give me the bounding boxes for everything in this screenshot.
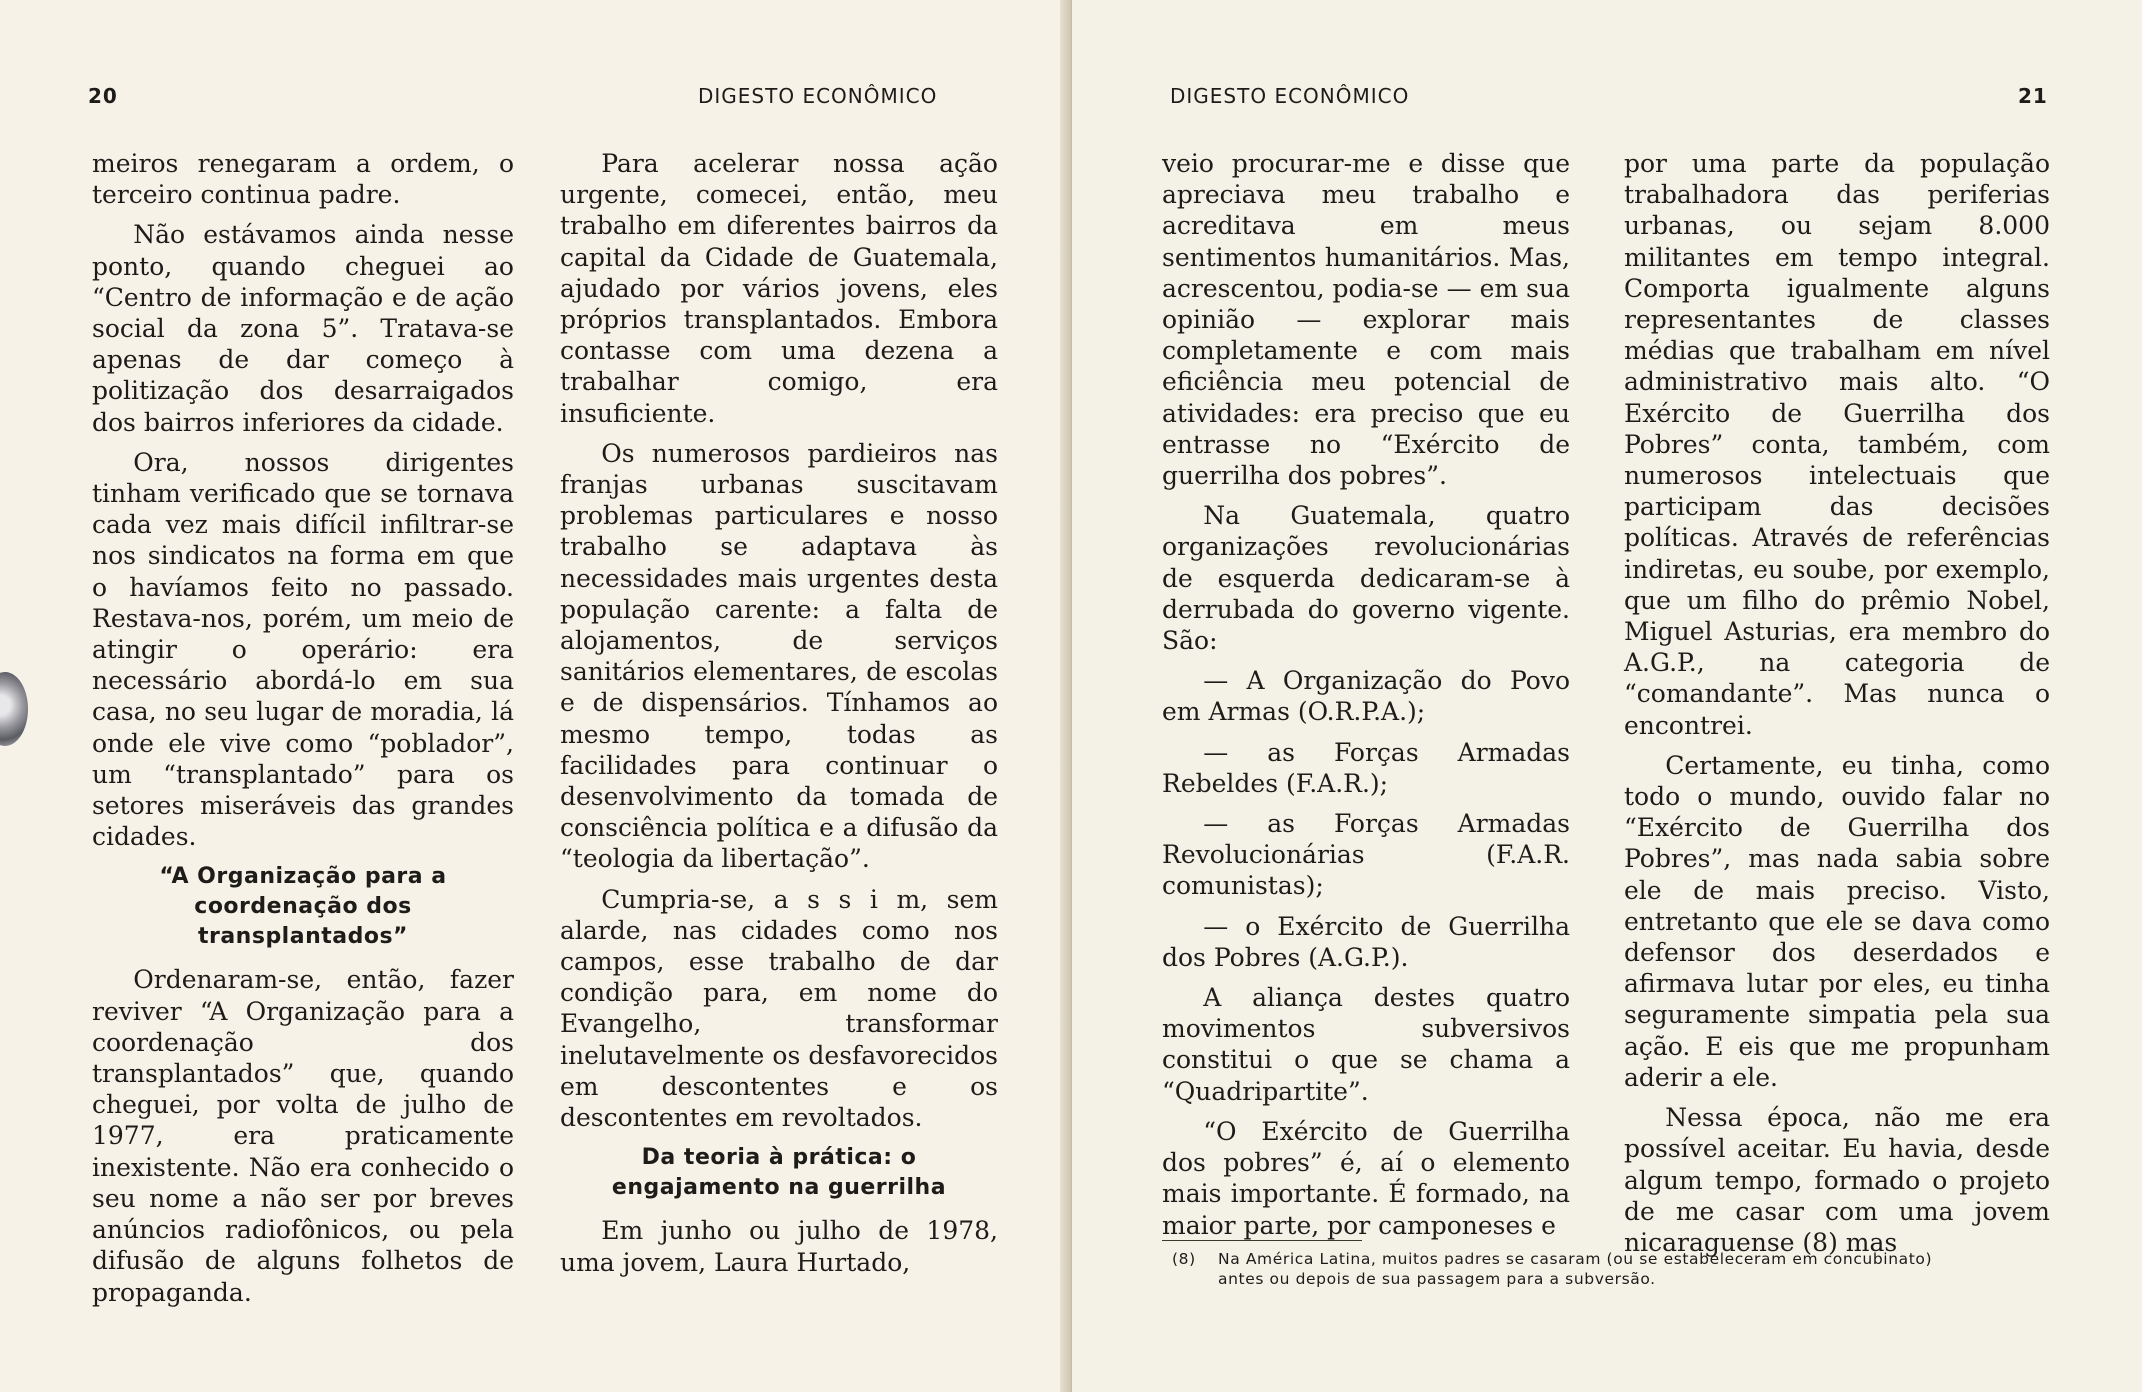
section-heading: “A Organização para a coordenação dos transplantados”	[159, 864, 447, 950]
paragraph: “O Exército de Guerrilha dos pobres” é, aí o elemento mais importante. É formado, na maior parte, por camponeses e	[1162, 1116, 1570, 1240]
section-heading: Da teoria à prática: o engajamento na guerrilha	[611, 1145, 947, 1201]
paragraph: Na Guatemala, quatro organizações revolucionárias de esquerda dedicaram-se à derrubada do governo vigente. São:	[1162, 501, 1570, 656]
page-number-right: 21	[2018, 84, 2048, 108]
paragraph: A aliança destes quatro movimentos subversivos constitui o que se chama a “Quadripartite”.	[1162, 983, 1570, 1106]
left-column-1	[92, 148, 514, 1317]
footnote	[1172, 1249, 2056, 1289]
paragraph: meiros renegaram a ordem, o terceiro continua padre.	[92, 149, 514, 210]
right-column-1	[1162, 148, 1570, 1250]
right-page	[1072, 0, 2142, 1392]
list-item: — o Exército de Guerrilha dos Pobres (A.G.P.).	[1162, 911, 1570, 972]
paragraph: Os numerosos pardieiros nas franjas urbanas suscitavam problemas particulares e nosso trabalho se adaptava às necessidades mais urgentes desta população carente: a falta de alojamentos, de serviços sanitários elementares, de escolas e de dispensários. Tínhamos ao mesmo tempo, todas as facilidades para continuar o desenvolvimento da tomada de consciência política e a difusão da “teologia da libertação”.	[560, 438, 998, 874]
left-column-2	[560, 148, 998, 1287]
paragraph: veio procurar-me e disse que apreciava meu trabalho e acreditava em meus sentimentos humanitários. Mas, acrescentou, podia-se — em sua opinião — explorar mais completamente e com mais eficiência meu potencial de atividades: era preciso que eu entrasse no “Exército de guerrilha dos pobres”.	[1162, 149, 1570, 491]
right-column-2	[1624, 148, 2050, 1267]
footnote-marker: (8)	[1172, 1250, 1196, 1268]
running-head-right: DIGESTO ECONÔMICO	[1170, 84, 1410, 108]
paragraph: Para acelerar nossa ação urgente, comecei, então, meu trabalho em diferentes bairros da capital da Cidade de Guatemala, ajudado por vários jovens, eles próprios transplantados. Embora contasse com uma dezena a trabalhar comigo, era insuficiente.	[560, 149, 998, 428]
list-item: — A Organização do Povo em Armas (O.R.P.A.);	[1162, 666, 1570, 727]
list-item: — as Forças Armadas Rebeldes (F.A.R.);	[1162, 737, 1570, 798]
paragraph: Não estávamos ainda nesse ponto, quando cheguei ao “Centro de informação e de ação social da zona 5”. Tratava-se apenas de dar começo à politização dos desarraigados dos bairros inferiores da cidade.	[92, 220, 514, 437]
running-head-left: DIGESTO ECONÔMICO	[698, 84, 938, 108]
paragraph: Certamente, eu tinha, como todo o mundo, ouvido falar no “Exército de Guerrilha dos Pobres”, mas nada sabia sobre ele de mais preciso. Visto, entretanto que ele se dava como defensor dos deserdados e afirmava lutar por eles, eu tinha seguramente simpatia pela sua ação. E eis que me propunham aderir a ele.	[1624, 750, 2050, 1092]
left-page	[0, 0, 1068, 1392]
paragraph: Cumpria-se, a s s i m, sem alarde, nas cidades como nos campos, esse trabalho de dar condição para, em nome do Evangelho, transformar inelutavelmente os desfavorecidos em descontentes e os descontentes em revoltados.	[560, 884, 998, 1133]
footnote-rule	[1162, 1240, 1362, 1241]
footnote-text: Na América Latina, muitos padres se casaram (ou se estabeleceram em concubinato)	[1218, 1250, 1933, 1268]
paragraph: por uma parte da população trabalhadora das periferias urbanas, ou sejam 8.000 militantes em tempo integral. Comporta igualmente alguns representantes de classes médias que trabalham em nível administrativo mais alto. “O Exército de Guerrilha dos Pobres” conta, também, com numerosos intelectuais que participam das decisões políticas. Através de referências indiretas, eu soube, por exemplo, que um filho do prêmio Nobel, Miguel Asturias, era membro do A.G.P., na categoria de “comandante”. Mas nunca o encontrei.	[1624, 149, 2050, 740]
paragraph: Em junho ou julho de 1978, uma jovem, Laura Hurtado,	[560, 1216, 998, 1277]
paragraph: Nessa época, não me era possível aceitar. Eu havia, desde algum tempo, formado o projeto de me casar com uma jovem nicaraguense (8) mas	[1624, 1103, 2050, 1257]
binding-ring	[0, 672, 28, 746]
paragraph: Ora, nossos dirigentes tinham verificado que se tornava cada vez mais difícil infiltrar-se nos sindicatos na forma em que o havíamos feito no passado. Restava-nos, porém, um meio de atingir o operário: era necessário abordá-lo em sua casa, no seu lugar de moradia, lá onde ele vive como “poblador”, um “transplantado” para os setores miseráveis das grandes cidades.	[92, 447, 514, 852]
paragraph: Ordenaram-se, então, fazer reviver “A Organização para a coordenação dos transplantados” que, quando cheguei, por volta de julho de 1977, era praticamente inexistente. Não era conhecido o seu nome a não ser por breves anúncios radiofônicos, ou pela difusão de alguns folhetos de propaganda.	[92, 965, 514, 1307]
footnote-text: antes ou depois de sua passagem para a subversão.	[1218, 1270, 1656, 1288]
footnote-line	[1172, 1249, 2056, 1269]
list-item: — as Forças Armadas Revolucionárias (F.A.R. comunistas);	[1162, 809, 1570, 901]
page-number-left: 20	[88, 84, 118, 108]
